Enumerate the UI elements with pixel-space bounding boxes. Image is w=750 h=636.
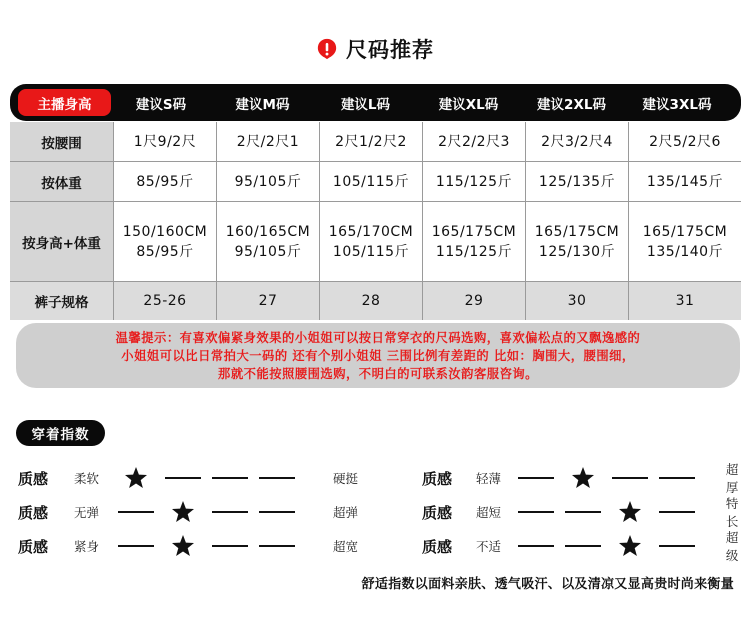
table-cell: 105/115斤	[320, 162, 423, 201]
scale-segment	[212, 511, 248, 513]
scale-right-text: 超厚	[725, 462, 739, 495]
table-cell: 85/95斤	[114, 162, 217, 201]
table-cell: 27	[217, 282, 320, 320]
scale-left-text: 超短	[475, 505, 501, 520]
scale-segment	[118, 511, 154, 513]
table-row-waist	[10, 122, 741, 162]
scale-label: 质感	[422, 537, 453, 556]
table-cell	[114, 202, 217, 281]
scale-track	[120, 500, 325, 524]
scale-left-text: 不适	[475, 539, 501, 554]
scale-right-text: 硬挺	[333, 471, 359, 486]
cell-height: 160/165CM	[225, 223, 311, 240]
scale-segment	[659, 511, 695, 513]
scale-left-text: 无弹	[74, 505, 100, 520]
alert-icon	[316, 38, 338, 60]
wearing-scale-row	[18, 500, 358, 524]
header-col-2xl: 建议2XL码	[537, 96, 606, 113]
table-cell: 2尺/2尺1	[217, 122, 320, 161]
scale-track	[520, 500, 718, 524]
star-icon	[124, 466, 148, 490]
cell-weight: 135/140斤	[646, 243, 724, 260]
scale-track	[520, 534, 718, 558]
table-row-weight	[10, 162, 741, 202]
table-cell	[526, 202, 629, 281]
header-col-s: 建议S码	[135, 96, 187, 113]
wearing-index-badge: 穿着指数	[16, 420, 105, 446]
wearing-scale-row	[18, 534, 358, 558]
row-label: 按体重	[10, 162, 114, 201]
scale-segment	[165, 477, 201, 479]
wearing-scale-row	[422, 496, 750, 529]
scale-left-text: 紧身	[74, 539, 100, 554]
cell-weight: 105/115斤	[332, 243, 410, 260]
cell-height: 165/175CM	[431, 223, 517, 240]
header-col-3xl: 建议3XL码	[642, 96, 712, 113]
comfort-note: 舒适指数以面料亲肤、透气吸汗、以及清凉又显高贵时尚来衡量	[361, 577, 734, 592]
star-icon	[618, 534, 642, 558]
scale-label: 质感	[422, 469, 453, 488]
table-cell: 31	[629, 282, 741, 320]
scale-segment	[212, 545, 248, 547]
scale-label: 质感	[18, 537, 49, 556]
cell-height: 165/170CM	[328, 223, 414, 240]
star-icon	[571, 466, 595, 490]
scale-left-text: 柔软	[74, 471, 100, 486]
page-title: 尺码推荐	[346, 38, 434, 62]
wearing-scale-row	[422, 530, 750, 563]
scale-segment	[259, 511, 295, 513]
table-cell	[217, 202, 320, 281]
header-col-m: 建议M码	[235, 96, 290, 113]
scale-segment	[518, 511, 554, 513]
table-body	[10, 122, 741, 320]
table-row-pants	[10, 282, 741, 320]
scale-label: 质感	[18, 469, 49, 488]
tip-line: 那就不能按照腰围选购，不明白的可联系汝韵客服咨询。	[218, 367, 538, 381]
table-cell: 29	[423, 282, 526, 320]
scale-label: 质感	[422, 503, 453, 522]
title-bar	[0, 34, 750, 64]
scale-segment	[212, 477, 248, 479]
scale-left-text: 轻薄	[475, 471, 501, 486]
table-cell: 115/125斤	[423, 162, 526, 201]
cell-weight: 115/125斤	[435, 243, 513, 260]
table-cell: 1尺9/2尺	[114, 122, 217, 161]
table-cell: 2尺2/2尺3	[423, 122, 526, 161]
scale-segment	[659, 477, 695, 479]
scale-label: 质感	[18, 503, 49, 522]
table-cell	[320, 202, 423, 281]
scale-track	[120, 534, 325, 558]
scale-segment	[518, 477, 554, 479]
star-icon	[171, 500, 195, 524]
cell-weight: 85/95斤	[136, 243, 194, 260]
table-cell: 95/105斤	[217, 162, 320, 201]
table-header	[10, 84, 741, 121]
scale-right-text: 超级	[725, 530, 739, 563]
scale-right-text: 超宽	[333, 539, 359, 554]
table-cell: 25-26	[114, 282, 217, 320]
header-col-l: 建议L码	[340, 96, 391, 113]
cell-height: 165/175CM	[534, 223, 620, 240]
table-cell: 135/145斤	[629, 162, 741, 201]
size-table	[10, 84, 741, 320]
tip-box	[16, 323, 740, 388]
table-cell: 2尺3/2尺4	[526, 122, 629, 161]
scale-track	[520, 466, 718, 490]
table-cell: 30	[526, 282, 629, 320]
table-cell: 2尺5/2尺6	[629, 122, 741, 161]
table-cell: 2尺1/2尺2	[320, 122, 423, 161]
table-cell: 28	[320, 282, 423, 320]
scale-segment	[118, 545, 154, 547]
cell-height: 150/160CM	[122, 223, 208, 240]
scale-segment	[259, 477, 295, 479]
row-label: 按身高+体重	[10, 202, 114, 281]
header-col-xl: 建议XL码	[438, 96, 499, 113]
table-cell: 125/135斤	[526, 162, 629, 201]
scale-track	[120, 466, 325, 490]
scale-segment	[565, 545, 601, 547]
row-label: 按腰围	[10, 122, 114, 161]
wearing-scale-row	[422, 462, 750, 495]
star-icon	[618, 500, 642, 524]
tip-line: 温馨提示：有喜欢偏紧身效果的小姐姐可以按日常穿衣的尺码选购，喜欢偏松点的又飘逸感的	[115, 331, 641, 345]
scale-segment	[259, 545, 295, 547]
cell-weight: 95/105斤	[234, 243, 302, 260]
scale-segment	[659, 545, 695, 547]
tip-line: 小姐姐可以比日常拍大一码的 还有个别小姐姐 三围比例有差距的 比如：胸围大，腰围细，	[121, 349, 635, 363]
table-cell	[629, 202, 741, 281]
header-host-height: 主播身高	[18, 89, 111, 116]
cell-weight: 125/130斤	[538, 243, 616, 260]
scale-segment	[565, 511, 601, 513]
cell-height: 165/175CM	[642, 223, 728, 240]
row-label: 裤子规格	[10, 282, 114, 320]
scale-segment	[518, 545, 554, 547]
table-row-height-weight	[10, 202, 741, 282]
wearing-scale-row	[18, 466, 358, 490]
scale-right-text: 特长	[725, 496, 739, 529]
scale-segment	[612, 477, 648, 479]
table-cell	[423, 202, 526, 281]
star-icon	[171, 534, 195, 558]
scale-right-text: 超弹	[333, 505, 359, 520]
